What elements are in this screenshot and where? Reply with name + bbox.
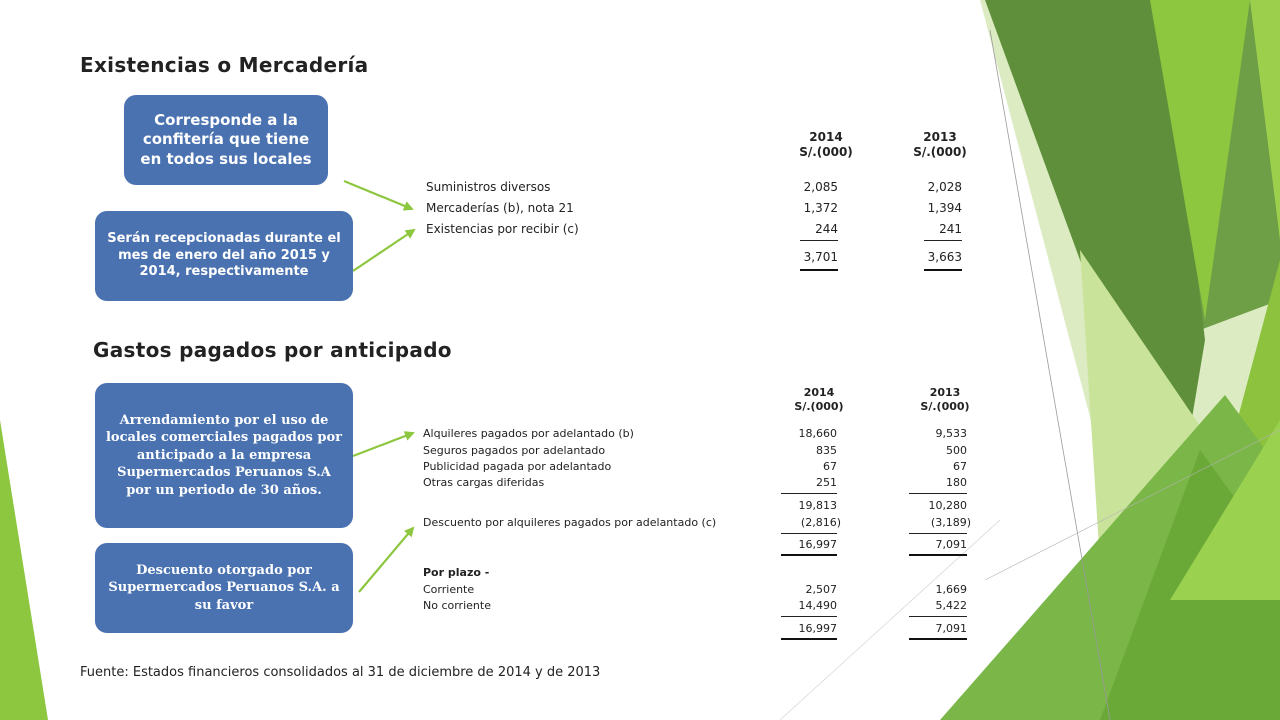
callout-descuento — [95, 543, 353, 633]
t2-row-2014: 67 — [823, 460, 837, 473]
t2-current-2013: 1,669 — [935, 583, 967, 596]
t2-total-2013: 7,091 — [935, 622, 967, 635]
t1-row-label: Existencias por recibir (c) — [426, 222, 579, 236]
t1-row-2013: 241 — [939, 222, 962, 236]
source-note: Fuente: Estados financieros consolidados al 31 de diciembre de 2014 y de 2013 — [80, 665, 601, 680]
t2-subtotal-2013: 10,280 — [928, 499, 967, 512]
t2-row-label: Otras cargas diferidas — [423, 476, 545, 489]
t2-noncurrent-2013: 5,422 — [935, 599, 967, 612]
t1-double-underline-2013 — [924, 269, 962, 271]
t1-col1-header — [786, 130, 866, 160]
arrow-1 — [344, 181, 412, 209]
t1-row-2013: 1,394 — [927, 201, 962, 215]
t2-discount-label: Descuento por alquileres pagados por adelantado (c) — [423, 516, 717, 529]
t2-row-label: Publicidad pagada por adelantado — [423, 460, 612, 473]
arrow-2 — [353, 230, 414, 271]
t1-col2-unit: S/.(000) — [913, 145, 967, 159]
t2-col2-header — [905, 386, 985, 414]
table-existencias — [426, 128, 986, 288]
t2-row-2013: 67 — [953, 460, 967, 473]
t1-row-2014: 1,372 — [803, 201, 838, 215]
t1-underline-2014 — [800, 240, 838, 241]
t2-noncurrent-label: No corriente — [423, 599, 491, 612]
arrow-4 — [359, 528, 413, 592]
t2-by-term-label: Por plazo - — [423, 566, 490, 579]
t2-row-label: Alquileres pagados por adelantado (b) — [423, 427, 634, 440]
t2-net-2013: 7,091 — [935, 538, 967, 551]
t2-double-underline-a-2013 — [909, 554, 967, 556]
t2-underline-c-2014 — [781, 616, 837, 617]
t2-row-2013: 9,533 — [935, 427, 967, 440]
t2-row-2014: 835 — [816, 444, 837, 457]
t2-discount-2013: (3,189) — [930, 516, 971, 529]
callout-arrendamiento — [95, 383, 353, 528]
section2-title: Gastos pagados por anticipado — [93, 338, 452, 362]
callout-confiteria — [124, 95, 328, 185]
callout-arrendamiento-text: Arrendamiento por el uso de locales comerciales pagados por anticipado a la empresa Supermercados Peruanos S.A por un periodo de 30 años. — [105, 412, 343, 498]
t1-row-label: Suministros diversos — [426, 180, 551, 194]
t2-double-underline-b-2014 — [781, 638, 837, 640]
t2-col2-unit: S/.(000) — [920, 399, 970, 413]
t2-col1-unit: S/.(000) — [794, 399, 844, 413]
t2-discount-2014: (2,816) — [800, 516, 841, 529]
t2-total-2014: 16,997 — [798, 622, 837, 635]
t1-row-2014: 2,085 — [803, 180, 838, 194]
t1-row-2014: 244 — [815, 222, 838, 236]
callout-recepcionadas — [95, 211, 353, 301]
t2-double-underline-a-2014 — [781, 554, 837, 556]
t1-total-2013: 3,663 — [927, 250, 962, 264]
t2-row-label: Seguros pagados por adelantado — [423, 444, 606, 457]
t1-underline-2013 — [924, 240, 962, 241]
t2-col1-year: 2014 — [803, 386, 835, 399]
t1-col2-year: 2013 — [923, 130, 957, 144]
t1-row-label: Mercaderías (b), nota 21 — [426, 201, 574, 215]
t2-net-2014: 16,997 — [798, 538, 837, 551]
t2-row-2014: 18,660 — [798, 427, 837, 440]
callout-confiteria-text: Corresponde a la confitería que tiene en todos sus locales — [140, 110, 312, 168]
table-gastos-anticipado — [423, 384, 983, 644]
t2-noncurrent-2014: 14,490 — [798, 599, 837, 612]
t1-total-2014: 3,701 — [803, 250, 838, 264]
t2-subtotal-2014: 19,813 — [798, 499, 837, 512]
t2-double-underline-b-2013 — [909, 638, 967, 640]
t1-col1-unit: S/.(000) — [799, 145, 853, 159]
t2-underline-b-2014 — [781, 533, 837, 534]
t1-double-underline-2014 — [800, 269, 838, 271]
left-green-sliver — [0, 420, 48, 720]
t1-col1-year: 2014 — [809, 130, 843, 144]
t2-col2-year: 2013 — [929, 386, 961, 399]
t2-col1-header — [779, 386, 859, 414]
callout-recepcionadas-text: Serán recepcionadas durante el mes de enero del año 2015 y 2014, respectivamente — [107, 230, 341, 280]
callout-descuento-text: Descuento otorgado por Supermercados Peruanos S.A. a su favor — [108, 562, 340, 613]
t1-col2-header — [900, 130, 980, 160]
t2-underline-c-2013 — [909, 616, 967, 617]
t2-row-2013: 180 — [946, 476, 967, 489]
t2-current-label: Corriente — [423, 583, 475, 596]
section1-title: Existencias o Mercadería — [80, 53, 369, 77]
t2-underline-a-2013 — [909, 493, 967, 494]
t2-current-2014: 2,507 — [805, 583, 837, 596]
arrow-3 — [353, 433, 413, 456]
t2-underline-b-2013 — [909, 533, 967, 534]
t1-row-2013: 2,028 — [927, 180, 962, 194]
t2-row-2013: 500 — [946, 444, 967, 457]
t2-underline-a-2014 — [781, 493, 837, 494]
t2-row-2014: 251 — [816, 476, 837, 489]
